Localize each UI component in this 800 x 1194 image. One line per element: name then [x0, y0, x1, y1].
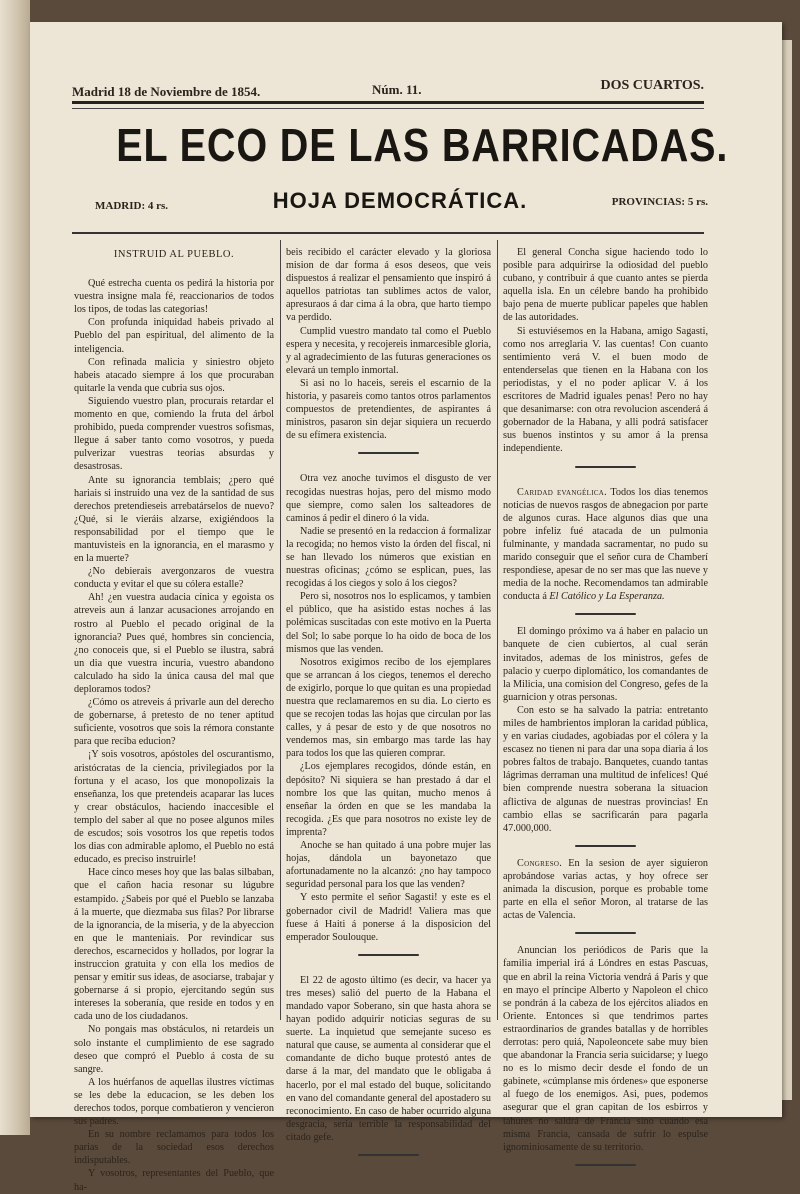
section-ornament — [503, 841, 708, 851]
congress-lead: Congreso. — [517, 857, 563, 869]
paragraph: Ante su ignorancia temblais; ¿pero qué hariais si instruido una vez de la santidad de sus derechos pretendieseis arrebatárselos de nuevo? ¿Qué, si le vieráis alzarse, exigiéndoos la responsabilidad por el tiempo que le mantuvisteis en la ignorancia, en el marasmo y en la muerte? — [74, 474, 274, 565]
paragraph: Hace cinco meses hoy que las balas silbaban, que el cañon hacia resonar su lúgubre estampido. ¿Sabeis por qué el Pueblo se lanzaba á la muerte, que diezmaba sus filas? Por librarse de la ignorancia, de la miseria, y de la abyeccion en que le manteniais. Por revindicar sus derechos, escarnecidos y hollados, por lograr la instruccion gratuita y con ella los medios de pensar y emitir sus ideas, de asociarse, trabajar y gobernarse á si propio, ejercitando según sus intereses la soberanía, que reside en todos y en cada uno de los ciudadanos. — [74, 867, 274, 1023]
paragraph: Qué estrecha cuenta os pedirá la historia por vuestra insigne mala fé, reaccionarios de todos los tipos, de todas las categorias! — [74, 278, 274, 316]
column-divider — [497, 240, 498, 1020]
section-ornament — [503, 1160, 708, 1170]
book-binding — [0, 0, 30, 1135]
paragraph: Anoche se han quitado á una pobre mujer las hojas, dándola un bayonetazo que afortunadamente no la alcanzó: ¿no hay tampoco seguridad personal para los que las venden? — [286, 840, 491, 891]
paragraph: Cumplid vuestro mandato tal como el Pueblo espera y necesita, y recojereis inmarcesible gloria, y al agradecimiento de las futuras generaciones os elevará un templo inmortal. — [286, 325, 491, 376]
paragraph: Pero si, nosotros nos lo esplicamos, y tambien el público, que ha asistido estas noches á las polémicas suscitadas con este motivo en la Puerta del Sol; lo sabe porque lo ha oido de boca de los mismos que las venden. — [286, 591, 491, 655]
charity-paper-1: El Católico — [549, 591, 597, 603]
charity-text: Todos los dias tenemos noticias de nuevos rasgos de abnegacion por parte de algunos curas. Hace algunos dias que una pobre infeliz fué atacada de un pulmonia fulminante, y mandada sacramentar, no pudo su marido conseguir que el señor cura de Chamberí respondiese, apesar de no ser mas que las nueve y media de la noche. Recomendamos tan admirable conducta á — [503, 486, 708, 603]
newspaper-subtitle: HOJA DEMOCRÁTICA. — [272, 188, 528, 213]
paragraph: Nosotros exigimos recibo de los ejemplares que se arrancan á los ciegos, tenemos el derecho de exigirlo, porque lo que quitan es una propiedad nuestra que reclamaremos en su dia. Lo cierto es que se recojen todas las hojas que circulan por las calles, y á pesar de esto y de que nosotros no vendemos mas, sin embargo mas tarde las hay para todos los que las quieren comprar. — [286, 656, 491, 760]
paragraph: ¿Cómo os atreveis á privarle aun del derecho de gobernarse, á pretesto de no tener aptitud suficiente, vosotros que sois la rémora constante para que reciba educion? — [74, 697, 274, 748]
issue-date: Madrid 18 de Noviembre de 1854. — [72, 84, 261, 99]
paragraph: Con esto se ha salvado la patria: entretanto miles de hambrientos imploran la caridad pública, y en varias ciudades, agobiadas por el cólera y la escasez no tienen ni para dar una sopa diaria á los pobres faltos de trabajo. Banquetes, cuando tantas lágrimas derraman una multitud de infelices! Qué bien comprende nuestra soberana la situacion aflictiva de algunas de nuestras provincias! En cambio ellas se sacrificarán para pagarla 47.000,000. — [503, 704, 708, 834]
paragraph: Anuncian los periódicos de Paris que la familia imperial irá á Lóndres en estas Pascuas, que en abril la reina Victoria vendrá á Paris y que en mayo el príncipe Alberto y Napoleon el chico se pondrán á la cabeza de los ejércitos aliados en Oriente. Entonces si que tendrimos partes estraordinarios de grandes batallas y de horribles derrotas: pero quiá, Napoleoncete sabe muy bien que abandonar la Francia seria suicidarse; y luego no es lo mismo decir desde el fondo de un gabinete, «cúmplanse mis órdenes» que esponerse al fuego de los enemigos. Asi, pues, podemos asegurar que el gran capitan de los esbirros y tahures no saldrá de Francia sino cuando esa misma Francia, cansada de sufrir lo espulse ignominiosamente de su territorio. — [503, 945, 708, 1153]
column-divider — [280, 240, 281, 1020]
section-ornament — [503, 609, 708, 619]
page-edge — [782, 40, 792, 1100]
paragraph: A los huérfanos de aquellas ilustres víctimas se les debe la educacion, se les deben los derechos todos, porque combatieron y vencieron sus padres. — [74, 1076, 274, 1128]
charity-paper-2: La Esperanza. — [605, 591, 665, 603]
paragraph: Y vosotros, representantes del Pueblo, que ha- — [74, 1168, 274, 1193]
paragraph: Si estuviésemos en la Habana, amigo Sagasti, como nos arreglaria V. las cuentas! Con cuanto sentimiento verá V. el buen modo de entenderselas que tienen en la Habana con los periodistas, y el no poder aplicar V. á los escritores de Madrid iguales penas! Pero no hay que desanimarse: con otra revolucion ascenderá á gobernador de la Habana, y alli podrá satisfacer sus buenos instintos y su amor á la prensa independiente. — [503, 325, 708, 455]
paragraph: ¿No debierais avergonzaros de vuestra conducta y evitar el que su cólera estalle? — [74, 566, 274, 591]
paragraph: Nadie se presentó en la redaccion á formalizar la recogida; no hemos visto la órden del fiscal, ni se han llevado los números que existian en nuestras oficinas; ¿cómo se esplican, pues, las recogidas á los ciegos y solo á los ciegos? — [286, 525, 491, 590]
section-ornament — [503, 928, 708, 938]
section-ornament — [286, 448, 491, 458]
charity-conjunction: y — [598, 591, 604, 603]
paragraph: Otra vez anoche tuvimos el disgusto de ver recogidas nuestras hojas, pero del mismo modo que siempre, como salen los salteadores de caminos á pedir el dinero ó la vida. — [286, 473, 491, 524]
issue-price: DOS CUARTOS. — [600, 78, 704, 93]
paragraph: El 22 de agosto último (es decir, va hacer ya tres meses) salió del puerto de la Habana el mandado vapor Soberano, sin que hasta ahora se hayan podido adquirir noticias seguras de su suerte. La inquietud que semejante suceso es natural que cause, se aumenta al considerar que el comandante de dicho buque protestó antes de darse á la mar, del mandato que le obligaba á hacerlo, por el mal estado del buque, solicitando en vano del comandante general del apostadero su reconocimiento. En caso de haber ocurrido alguna desgracia, seria terrible la responsabilidad del citado gefe. — [286, 974, 491, 1143]
paragraph: El domingo próximo va á haber en palacio un banquete de cien cubiertos, al cual serán invitados, ademas de los ministros, gefes de palacio y cuerpo diplomático, los comandantes de la Milicia, una comision del Congreso, gefes de la guarnicion y otras personas. — [503, 626, 708, 703]
paragraph: En su nombre reclamamos para todos los parias de la sociedad esos derechos indisputables. — [74, 1129, 274, 1167]
section-ornament — [286, 950, 491, 960]
column-2 — [286, 246, 491, 1166]
charity-article — [503, 486, 708, 604]
newspaper-title: EL ECO DE LAS BARRICADAS. — [116, 119, 729, 171]
charity-lead: Caridad evangélica. — [517, 486, 608, 498]
paragraph: Ah! ¿en vuestra audacia cínica y egoista os atreveis aun á lanzar acusaciones arrojando en rostro al Pueblo el pecado original de la ignorancia? Pues qué, hombres sin conciencia, ¿no conoceis que, si el Pueblo se ilustra, sabrá un dia que vuestra incuria, vuestro abandono calculado ha sido la única causa del mal que deploramos todos? — [74, 592, 274, 695]
section-ornament — [286, 1150, 491, 1160]
column-1 — [74, 246, 274, 1194]
madrid-price: MADRID: 4 rs. — [95, 200, 169, 212]
column-3 — [503, 246, 708, 1176]
paragraph: Siguiendo vuestro plan, procurais retardar el momento en que, comiendo la fruta del árbol prohibido, pueda comprender vuestros sofismas, llegue á saber tanto como vosotros, y pueda pulverizar vuestras teorias absurdas y desastrosas. — [74, 395, 274, 473]
paragraph: El general Concha sigue haciendo todo lo posible para adquirirse la odiosidad del pueblo cubano, y contribuir á que cuanto antes se pierda aquella isla. En un célebre bando ha prohibido bajo pena de muerte publicar papeles que hablen de las autoridades. — [503, 247, 708, 324]
paragraph: ¡Y sois vosotros, apóstoles del oscurantismo, aristócratas de la ciencia, privilegiados por la fortuna y el acaso, los que monopolizais la enseñanza, los que pretendeis acaparar las luces y crear obstáculos, haciendo inaccesible el templo del saber al que no posee algunos miles de escudos; sois vosotros los que repetis todos los dias con admirable aplomo, el Pueblo no está educado, es preciso instruirle! — [74, 749, 274, 866]
article-heading: INSTRUID AL PUEBLO. — [113, 249, 235, 260]
issue-number: Núm. 11. — [372, 82, 422, 97]
paragraph: Con profunda iniquidad habeis privado al Pueblo del pan espiritual, del alimento de la inteligencia. — [74, 317, 274, 355]
header-rule-thin — [72, 108, 704, 109]
congress-text: En la sesion de ayer siguieron aprobándose varias actas, y hoy ofrece ser animada la discusion, porque es probable tome parte en ella el señor Moron, al tratarse de las actas de Valencia. — [503, 857, 709, 922]
header-rule-thick — [72, 101, 704, 104]
paragraph: beis recibido el carácter elevado y la gloriosa mision de dar forma á esos deseos, que veis dispuestos á realizar el pensamiento que inspiró á aquellos patriotas tan sublimes actos de valor, apresuraos á dar cima á la obra, que harto tiempo va perdido. — [286, 247, 491, 324]
paragraph: Con refinada malicia y siniestro objeto habeis atacado siempre á los que procuraban quitarle la venda que cubria sus ojos. — [74, 356, 274, 394]
provinces-price: PROVINCIAS: 5 rs. — [611, 196, 708, 208]
paragraph: ¿Los ejemplares recogidos, dónde están, en depósito? Ni siquiera se han prestado á dar el nombre los que las quitan, mucho menos á enseñar la órden en que se les mandaba la recogida. ¿Es que para nosotros no existe ley de imprenta? — [286, 761, 491, 838]
congress-article — [503, 857, 708, 922]
paragraph: Si asi no lo haceis, sereis el escarnio de la historia, y pasareis como tantos otros parlamentos compuestos de pretendientes, de aspirantes á ministros, pasaron sin dejar siquiera un recuerdo de su efímera existencia. — [286, 377, 491, 442]
section-ornament — [503, 462, 708, 472]
masthead-rule — [72, 232, 704, 234]
paragraph: No pongais mas obstáculos, ni retardeis un solo instante el cumplimiento de ese sagrado deseo que compró el Pueblo á costa de su sangre. — [74, 1024, 274, 1075]
paragraph: Y esto permite el señor Sagasti! y este es el gobernador civil de Madrid! Valiera mas que fuese á Haiti á ponerse á la disposicion del emperador Soulouque. — [286, 892, 491, 943]
